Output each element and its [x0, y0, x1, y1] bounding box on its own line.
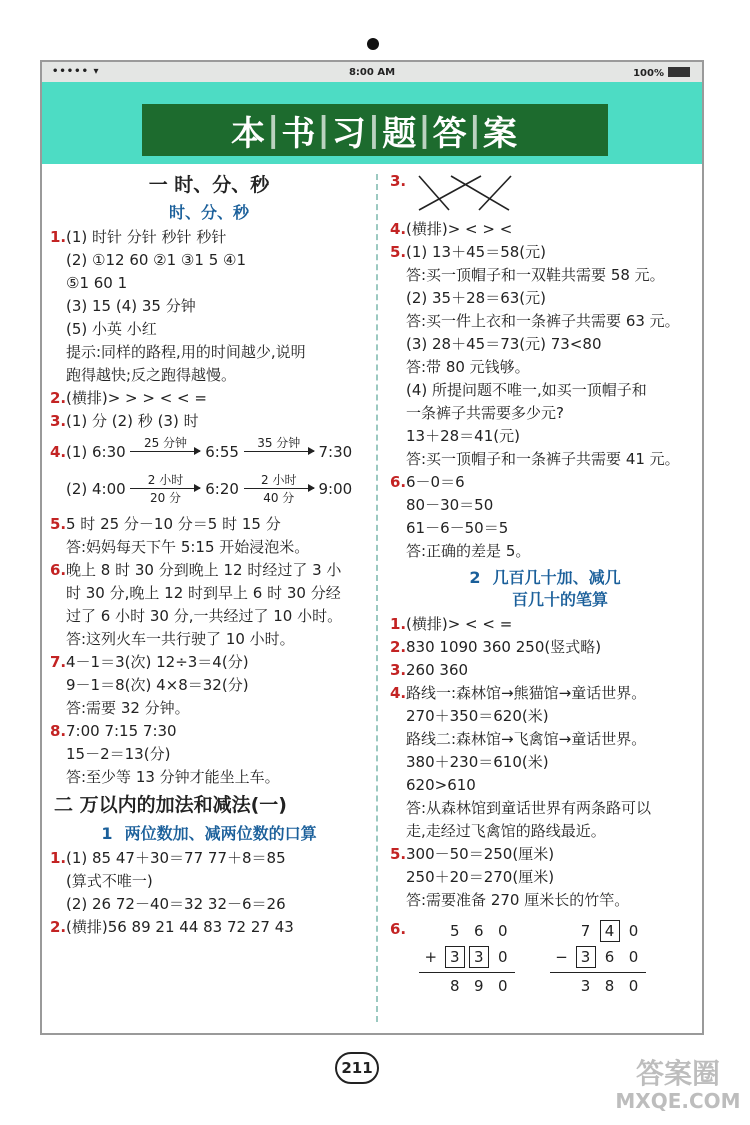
- digit: [550, 973, 574, 999]
- answer-line: [50, 318, 368, 341]
- title-separator: |: [367, 110, 383, 150]
- arith-row: [419, 944, 515, 970]
- digit: 0: [628, 922, 639, 940]
- match-line: [451, 176, 509, 210]
- answer-line: [390, 218, 700, 241]
- answer-line: [390, 820, 700, 843]
- arrow-line: [244, 451, 314, 452]
- answer-list: [390, 218, 700, 563]
- title-char: 本: [230, 113, 267, 154]
- question-number: 6.: [50, 561, 67, 579]
- arrow-line: [130, 451, 200, 452]
- title-separator: |: [266, 110, 282, 150]
- section-title: 几百几十加、减几: [492, 568, 621, 587]
- question-number: 3.: [390, 172, 407, 190]
- arrow-line: [244, 488, 314, 489]
- answer-text: (3) 15 (4) 35 分钟: [66, 297, 196, 315]
- answer-text: 7:00 7:15 7:30: [66, 722, 177, 740]
- answer-line: [50, 605, 368, 628]
- answer-line: [390, 613, 700, 636]
- question-number: 1.: [50, 228, 67, 246]
- arrow-label-top: 2 小时: [147, 473, 184, 487]
- section-number: 1: [101, 824, 113, 843]
- arrow-line: [130, 488, 200, 489]
- chapter-heading: 一 时、分、秒: [148, 174, 270, 196]
- answer-text: 80－30＝50: [406, 496, 494, 514]
- digit: 8: [604, 977, 615, 995]
- right-column: [390, 170, 700, 1008]
- answer-text: 答:带 80 元钱够。: [406, 358, 530, 376]
- answer-text: 9－1＝8(次) 4×8＝32(分): [66, 676, 249, 694]
- digit: 9: [474, 977, 484, 995]
- answer-text: 300－50＝250(厘米): [406, 845, 555, 863]
- digit-box-cell: [598, 918, 622, 944]
- question-number: 2.: [390, 638, 407, 656]
- digit: 0: [498, 977, 508, 995]
- answer-text: 答:从森林馆到童话世界有两条路可以: [406, 799, 652, 817]
- section-number: 2: [469, 568, 481, 587]
- answer-text: 跑得越快;反之跑得越慢。: [66, 366, 237, 384]
- answer-text: 答:这列火车一共行驶了 10 小时。: [66, 630, 295, 648]
- answer-text: 时 30 分,晚上 12 时到早上 6 时 30 分经: [66, 584, 341, 602]
- status-time: 8:00 AM: [348, 67, 396, 78]
- digit: 3: [580, 977, 591, 995]
- answer-text: 答:需要准备 270 厘米长的竹竿。: [406, 891, 630, 909]
- time-end: 7:30: [318, 443, 353, 461]
- answer-line: [390, 310, 700, 333]
- arrow-label-bottom: 40 分: [263, 491, 295, 505]
- duration-arrow: [244, 436, 314, 464]
- answer-text: 6－0＝6: [406, 473, 465, 491]
- question-number: 3.: [390, 661, 407, 679]
- title-separator: |: [317, 110, 332, 150]
- answer-line: [390, 889, 700, 912]
- answer-line: [50, 893, 368, 916]
- question-number: 3.: [50, 412, 67, 430]
- digit: 0: [628, 977, 639, 995]
- battery-indicator: [633, 67, 690, 79]
- answer-line: [50, 582, 368, 605]
- arrow-label-bottom: 20 分: [149, 491, 182, 505]
- answer-text: 过了 6 小时 30 分,一共经过了 10 小时。: [66, 607, 343, 625]
- title-char: 案: [483, 113, 520, 154]
- time-start: (1) 6:30: [66, 443, 126, 461]
- answer-line: [50, 364, 368, 387]
- answer-line: [390, 774, 700, 797]
- digit: 0: [498, 922, 508, 940]
- digit: 8: [450, 977, 460, 995]
- question-number: 2.: [50, 918, 67, 936]
- answer-line: [390, 425, 700, 448]
- answer-text: 晚上 8 时 30 分到晚上 12 时经过了 3 小: [66, 561, 342, 579]
- match-line: [419, 176, 481, 210]
- answer-line: [390, 356, 700, 379]
- question-number: 1.: [390, 615, 407, 633]
- answer-line: [390, 379, 700, 402]
- digit: 6: [604, 948, 615, 966]
- operator: +: [424, 948, 438, 966]
- matching-lines-figure: [411, 170, 581, 216]
- section-heading: [50, 821, 368, 847]
- answer-line: [390, 402, 700, 425]
- answer-line: [390, 797, 700, 820]
- answer-text: 答:妈妈每天下午 5:15 开始浸泡米。: [66, 538, 310, 556]
- answer-line: [50, 628, 368, 651]
- answer-text: (1) 分 (2) 秒 (3) 时: [66, 412, 199, 430]
- answer-text: 走,走经过飞禽馆的路线最近。: [406, 822, 606, 840]
- q6-vertical-arithmetic: [390, 918, 700, 1008]
- header-band: [42, 82, 702, 164]
- answer-text: 270＋350＝620(米): [406, 707, 549, 725]
- arith-row: [550, 918, 646, 944]
- question-number: 4.: [390, 684, 407, 702]
- match-line: [479, 176, 511, 210]
- duration-arrow: [244, 473, 314, 505]
- answer-text: (4) 所提问题不唯一,如买一顶帽子和: [406, 381, 647, 399]
- answer-line: [390, 540, 700, 563]
- answer-line: [50, 766, 368, 789]
- answer-text: (算式不唯一): [66, 872, 153, 890]
- answer-text: (横排)> < > <: [406, 220, 513, 238]
- section-heading: 时、分、秒: [168, 203, 249, 222]
- answer-line: [390, 517, 700, 540]
- title-char: 题: [382, 113, 419, 154]
- answer-text: (2) 26 72－40＝32 32－6＝26: [66, 895, 286, 913]
- answer-line: [390, 448, 700, 471]
- digit: [419, 918, 443, 944]
- answer-text: 答:至少等 13 分钟才能坐上车。: [66, 768, 280, 786]
- question-number: 1.: [50, 849, 67, 867]
- arrow-label: 25 分钟: [143, 436, 188, 450]
- camera-dot: [367, 38, 379, 50]
- question-number: 6.: [390, 473, 407, 491]
- answer-line: [50, 272, 368, 295]
- answer-text: 答:需要 32 分钟。: [66, 699, 190, 717]
- arrow-label-top: 2 小时: [261, 473, 297, 487]
- answer-line: [390, 471, 700, 494]
- title-char: 书: [281, 113, 318, 154]
- answer-line: [50, 697, 368, 720]
- watermark-logo: [612, 1058, 744, 1112]
- question-number: 7.: [50, 653, 67, 671]
- answer-line: [390, 333, 700, 356]
- digit-box: 3: [576, 946, 596, 968]
- answer-text: 一条裤子共需要多少元?: [406, 404, 564, 422]
- answer-text: (1) 13＋45＝58(元): [406, 243, 546, 261]
- watermark-url: MXQE.COM: [615, 1089, 741, 1113]
- answer-line: [50, 916, 368, 939]
- answer-line: [390, 751, 700, 774]
- section-title: 两位数加、减两位数的口算: [124, 824, 317, 843]
- answer-line: [50, 559, 368, 582]
- answer-line: [50, 847, 368, 870]
- answer-line: [50, 410, 368, 433]
- answer-line: [390, 287, 700, 310]
- answer-text: 260 360: [406, 661, 469, 679]
- tablet-frame: [40, 60, 704, 1035]
- section-heading: [390, 567, 700, 589]
- answer-text: 答:买一顶帽子和一条裤子共需要 41 元。: [406, 450, 680, 468]
- q3-matching: [390, 170, 700, 218]
- match-line: [419, 176, 449, 210]
- answer-text: ⑤1 60 1: [66, 274, 128, 292]
- answer-text: 4－1＝3(次) 12÷3＝4(分): [66, 653, 249, 671]
- duration-arrow: [130, 436, 200, 464]
- answer-text: (2) 35＋28＝63(元): [406, 289, 546, 307]
- answer-line: [50, 870, 368, 893]
- title-char: 答: [432, 113, 469, 154]
- answer-text: 提示:同样的路程,用的时间越少,说明: [66, 343, 306, 361]
- digit-box: 3: [445, 946, 465, 968]
- time-end: 9:00: [318, 480, 353, 498]
- digit: 6: [474, 922, 484, 940]
- answer-line: [390, 843, 700, 866]
- answer-text: (3) 28＋45＝73(元) 73<80: [406, 335, 602, 353]
- answer-list: [50, 847, 368, 939]
- digit: 5: [450, 922, 460, 940]
- answer-list: [50, 226, 368, 433]
- arith-row: [419, 973, 515, 999]
- battery-icon: [668, 67, 690, 77]
- arrow-label: 35 分钟: [257, 436, 301, 450]
- question-number: 5.: [390, 845, 407, 863]
- answer-line: [390, 659, 700, 682]
- answer-text: 答:正确的差是 5。: [406, 542, 531, 560]
- answer-text: 路线二:森林馆→飞禽馆→童话世界。: [406, 730, 647, 748]
- answer-text: (1) 时针 分针 秒针 秒针: [66, 228, 227, 246]
- answer-line: [50, 249, 368, 272]
- answer-line: [390, 728, 700, 751]
- answer-line: [50, 341, 368, 364]
- answer-text: 830 1090 360 250(竖式略): [406, 638, 602, 656]
- answer-text: (横排)> < < =: [406, 615, 513, 633]
- watermark-text: 答案圈: [635, 1057, 720, 1090]
- answer-line: [390, 705, 700, 728]
- answer-line: [50, 226, 368, 249]
- answer-text: 61－6－50＝5: [406, 519, 509, 537]
- answer-list: [50, 513, 368, 789]
- time-start: (2) 4:00: [66, 480, 126, 498]
- question-number: 5.: [50, 515, 67, 533]
- digit-box: 3: [469, 946, 489, 968]
- answer-text: (2) ①12 60 ②1 ③1 5 ④1: [66, 251, 246, 269]
- digit: 7: [580, 922, 591, 940]
- time-mid: 6:55: [205, 443, 239, 461]
- answer-text: (5) 小英 小红: [66, 320, 157, 338]
- vertical-subtraction: [550, 918, 646, 999]
- arith-row: [550, 944, 646, 970]
- answer-list: [390, 613, 700, 912]
- time-mid: 6:20: [205, 480, 239, 498]
- q4-row1: [50, 433, 368, 471]
- arith-row: [550, 973, 646, 999]
- answer-text: (1) 85 47＋30＝77 77＋8＝85: [66, 849, 286, 867]
- answer-text: 250＋20＝270(厘米): [406, 868, 555, 886]
- answer-text: 路线一:森林馆→熊猫馆→童话世界。: [406, 684, 647, 702]
- answer-line: [390, 494, 700, 517]
- answer-line: [50, 536, 368, 559]
- question-number: 4.: [390, 220, 407, 238]
- battery-percent: 100%: [633, 68, 664, 79]
- answer-line: [50, 295, 368, 318]
- answer-line: [390, 682, 700, 705]
- answer-text: 答:买一件上衣和一条裤子共需要 63 元。: [406, 312, 680, 330]
- answer-text: 620>610: [406, 776, 476, 794]
- title-separator: |: [468, 110, 484, 150]
- answer-line: [390, 241, 700, 264]
- operator: −: [555, 948, 568, 966]
- question-number: 5.: [390, 243, 407, 261]
- answer-text: 380＋230＝610(米): [406, 753, 549, 771]
- title-separator: |: [418, 110, 433, 150]
- digit-box-cell: [467, 944, 491, 970]
- answer-line: [390, 866, 700, 889]
- digit-box: 4: [600, 920, 620, 942]
- answer-line: [50, 387, 368, 410]
- answer-text: 答:买一顶帽子和一双鞋共需要 58 元。: [406, 266, 665, 284]
- digit: 0: [498, 948, 508, 966]
- title-char: 习: [331, 113, 368, 154]
- vertical-addition: [419, 918, 515, 999]
- section-heading-cont: 百几十的笔算: [511, 590, 608, 609]
- answer-line: [390, 264, 700, 287]
- question-number: 4.: [50, 443, 67, 461]
- digit: [550, 918, 574, 944]
- question-number: 8.: [50, 722, 67, 740]
- digit-box-cell: [574, 944, 598, 970]
- question-number: 2.: [50, 389, 67, 407]
- answer-text: 13＋28＝41(元): [406, 427, 520, 445]
- digit: 0: [628, 948, 639, 966]
- answer-line: [50, 720, 368, 743]
- answer-line: [50, 651, 368, 674]
- column-divider: [376, 174, 378, 1022]
- answer-line: [50, 743, 368, 766]
- status-bar: [42, 62, 702, 82]
- duration-arrow: [130, 473, 200, 505]
- q4-row2: [50, 471, 368, 513]
- arith-row: [419, 918, 515, 944]
- question-number: 6.: [390, 920, 407, 938]
- answer-text: 15－2＝13(分): [66, 745, 171, 763]
- answer-text: (横排)56 89 21 44 83 72 27 43: [66, 918, 294, 936]
- answer-line: [50, 513, 368, 536]
- answer-line: [390, 636, 700, 659]
- chapter-heading: 二 万以内的加法和减法(一): [54, 794, 287, 816]
- signal-icon: ••••• ▾: [52, 66, 100, 77]
- digit: [419, 973, 443, 999]
- answer-text: (横排)> > > < < =: [66, 389, 207, 407]
- left-column: [50, 170, 368, 939]
- title-banner: [142, 104, 608, 156]
- digit-box-cell: [443, 944, 467, 970]
- answer-text: 5 时 25 分－10 分＝5 时 15 分: [66, 515, 281, 533]
- page-number: 211: [335, 1052, 379, 1084]
- answer-line: [50, 674, 368, 697]
